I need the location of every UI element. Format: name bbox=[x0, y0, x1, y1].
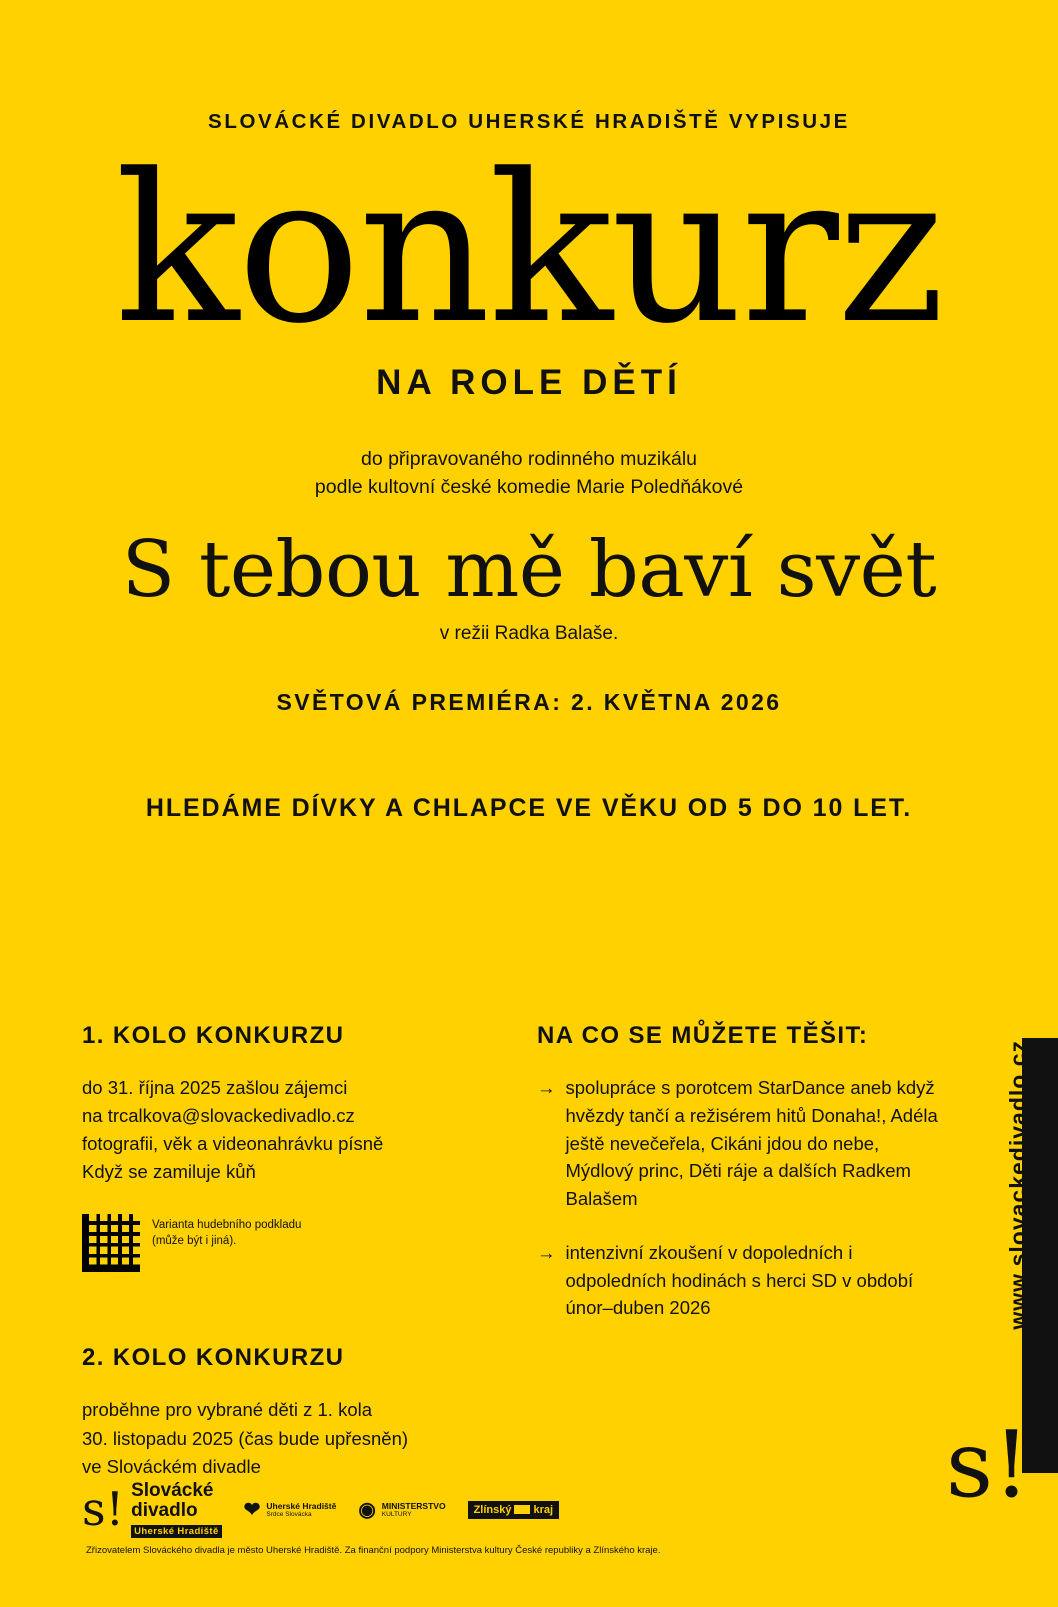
footer-left bbox=[82, 1481, 660, 1559]
benefit-text-2: intenzivní zkoušení v dopoledních i odpoledních hodinách s herci SD v období únor–duben 2026 bbox=[565, 1241, 914, 1319]
benefit-text-1: spolupráce s porotcem StarDance aneb když hvězdy tančí a režisérem hitů Donaha!, Adéla ještě nevečeřela, Cikáni jdou do nebe, Mýdlový princ, Děti ráje a dalších Radkem Balašem bbox=[565, 1077, 938, 1209]
round-1-body bbox=[82, 1074, 487, 1186]
round-1-line-1: do 31. října 2025 zašlou zájemci bbox=[82, 1077, 348, 1098]
partner-tagline-2: KULTURY bbox=[381, 1510, 412, 1518]
intro-line-2: podle kultovní české komedie Marie Poledňákové bbox=[314, 475, 744, 498]
poster-subtitle: NA ROLE DĚTÍ bbox=[376, 362, 682, 402]
round-1-block bbox=[82, 1022, 487, 1272]
qr-code-icon[interactable] bbox=[82, 1214, 140, 1272]
intro-line-1: do připravovaného rodinného muzikálu bbox=[360, 447, 698, 470]
theatre-logo-line-2: divadlo bbox=[131, 1499, 198, 1521]
casting-call-line: HLEDÁME DÍVKY A CHLAPCE VE VĚKU OD 5 DO 10 LET. bbox=[145, 794, 913, 823]
poster-kicker: SLOVÁCKÉ DIVADLO UHERSKÉ HRADIŠTĚ VYPISUJE bbox=[208, 110, 850, 133]
partner-name-2: MINISTERSTVO bbox=[381, 1500, 446, 1511]
round-1-line-3: fotografii, věk a videonahrávku písně bbox=[82, 1133, 384, 1155]
partner-name-3: Zlínský bbox=[473, 1503, 512, 1516]
page-title: konkurz bbox=[115, 131, 943, 369]
partner-name-1: Uherské Hradiště bbox=[266, 1500, 337, 1511]
heart-icon: ❤ bbox=[243, 1498, 261, 1521]
round-1-heading: 1. KOLO KONKURZU bbox=[82, 1022, 345, 1049]
benefits-list bbox=[537, 1074, 942, 1322]
theatre-logo-mark: s! bbox=[82, 1482, 125, 1537]
brand-monogram: s! bbox=[945, 1411, 1030, 1518]
premiere-date: SVĚTOVÁ PREMIÉRA: 2. KVĚTNA 2026 bbox=[276, 689, 782, 716]
director-credit: v režii Radka Balaše. bbox=[439, 623, 619, 645]
poster-intro bbox=[0, 445, 1058, 502]
poster-canvas bbox=[0, 110, 1058, 1607]
round-1-line-4: Když se zamiluje kůň bbox=[82, 1161, 256, 1183]
arrow-right-icon: → bbox=[537, 1241, 556, 1263]
ministry-icon: ◉ bbox=[358, 1498, 376, 1521]
round-2-block bbox=[82, 1344, 487, 1480]
column-rounds bbox=[82, 1022, 487, 1481]
round-2-body bbox=[82, 1396, 487, 1480]
list-item bbox=[537, 1074, 942, 1213]
website-url[interactable]: www.slovackedivadlo.cz bbox=[1005, 1040, 1031, 1330]
qr-caption bbox=[152, 1214, 301, 1249]
details-columns bbox=[82, 1022, 942, 1481]
partner-tagline-1: Srdce Slovácka bbox=[266, 1510, 312, 1518]
round-2-line-1: proběhne pro vybrané děti z 1. kola bbox=[82, 1399, 373, 1421]
partner-ministry bbox=[358, 1500, 445, 1520]
qr-row bbox=[82, 1214, 487, 1272]
round-2-heading: 2. KOLO KONKURZU bbox=[82, 1344, 345, 1372]
theatre-logo-line-1: Slovácké bbox=[131, 1479, 214, 1501]
footer bbox=[82, 1481, 962, 1559]
partner-uherske-hradiste bbox=[244, 1500, 337, 1520]
region-icon bbox=[514, 1505, 530, 1514]
round-2-line-3: ve Slováckém divadle bbox=[82, 1455, 261, 1477]
qr-caption-line-2: (může být i jiná). bbox=[152, 1234, 237, 1247]
theatre-logo-text bbox=[131, 1481, 222, 1539]
column-benefits bbox=[537, 1022, 942, 1481]
round-1-line-2: na trcalkova@slovackedivadlo.cz bbox=[82, 1105, 355, 1127]
arrow-right-icon: → bbox=[537, 1077, 556, 1098]
round-2-line-2: 30. listopadu 2025 (čas bude upřesněn) bbox=[82, 1427, 409, 1449]
list-item bbox=[537, 1239, 942, 1322]
benefits-heading: NA CO SE MŮŽETE TĚŠIT: bbox=[537, 1022, 869, 1049]
partner-zlinsky-kraj bbox=[468, 1501, 559, 1519]
partner-tagline-3: kraj bbox=[533, 1503, 554, 1516]
qr-caption-line-1: Varianta hudebního podkladu bbox=[152, 1219, 302, 1232]
theatre-logo bbox=[82, 1481, 222, 1539]
show-title: S tebou mě baví svět bbox=[121, 525, 937, 616]
footer-logos bbox=[82, 1481, 660, 1539]
theatre-logo-sub: Uherské Hradiště bbox=[131, 1525, 222, 1538]
footer-note: Zřizovatelem Slováckého divadla je město Uherské Hradiště. Za finanční podpory Ministerstva kultury České republiky a Zlínského kraje. bbox=[86, 1544, 661, 1556]
